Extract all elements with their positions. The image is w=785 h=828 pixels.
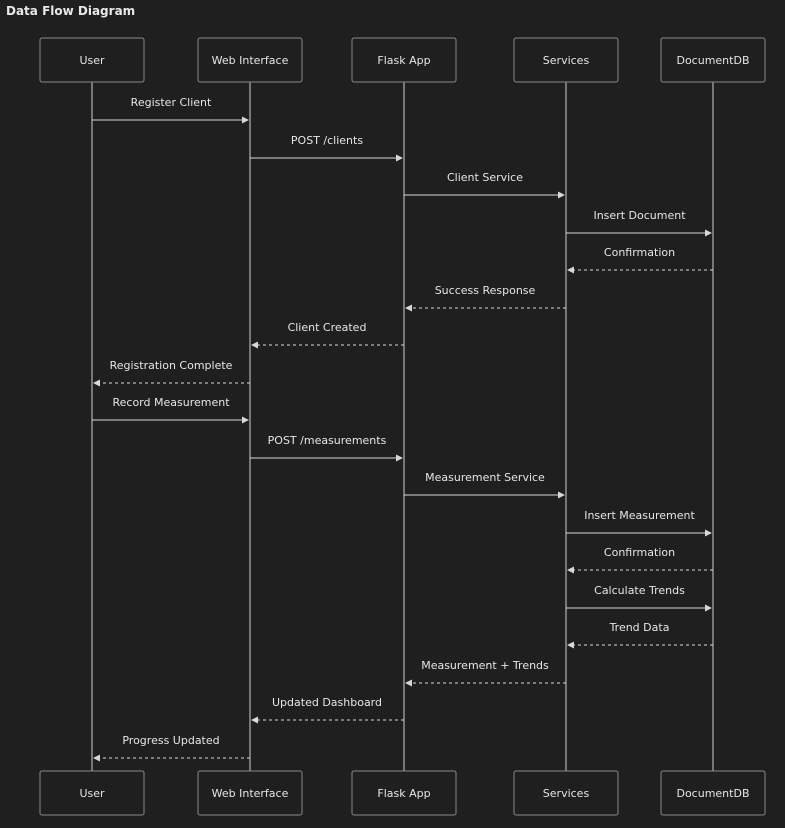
- participant-label: Services: [542, 54, 590, 67]
- message-14: [566, 584, 712, 612]
- arrowhead-icon: [705, 530, 712, 537]
- message-17: [251, 696, 404, 724]
- participant-label: Web Interface: [211, 54, 289, 67]
- participants-bottom: [40, 771, 765, 815]
- messages: [92, 96, 713, 762]
- lifelines: [92, 82, 713, 771]
- message-7: [251, 321, 404, 349]
- message-16: [405, 659, 566, 687]
- message-5: [567, 246, 713, 274]
- message-9: [92, 396, 249, 424]
- arrowhead-icon: [705, 230, 712, 237]
- participant-label: DocumentDB: [676, 787, 750, 800]
- participant-web-bottom: [198, 771, 302, 815]
- message-label: Confirmation: [603, 546, 676, 559]
- message-13: [567, 546, 713, 574]
- arrowhead-icon: [405, 305, 412, 312]
- diagram-title: Data Flow Diagram: [6, 4, 136, 18]
- message-18: [93, 734, 250, 762]
- message-label: POST /clients: [290, 134, 364, 147]
- message-6: [405, 284, 566, 312]
- message-label: Client Service: [447, 171, 523, 184]
- message-label: Register Client: [130, 96, 212, 109]
- message-label: Registration Complete: [109, 359, 233, 372]
- participant-docdb-bottom: [661, 771, 765, 815]
- message-8: [93, 359, 250, 387]
- participant-flask-bottom: [352, 771, 456, 815]
- message-label: Insert Document: [593, 209, 686, 222]
- arrowhead-icon: [93, 755, 100, 762]
- participant-label: Services: [542, 787, 590, 800]
- arrowhead-icon: [93, 380, 100, 387]
- message-label: Calculate Trends: [594, 584, 685, 597]
- message-label: Success Response: [434, 284, 536, 297]
- arrowhead-icon: [251, 717, 258, 724]
- participant-services-bottom: [514, 771, 618, 815]
- arrowhead-icon: [558, 492, 565, 499]
- arrowhead-icon: [558, 192, 565, 199]
- arrowhead-icon: [396, 455, 403, 462]
- arrowhead-icon: [251, 342, 258, 349]
- message-12: [566, 509, 712, 537]
- arrowhead-icon: [405, 680, 412, 687]
- message-3: [404, 171, 565, 199]
- arrowhead-icon: [705, 605, 712, 612]
- participant-label: Flask App: [377, 787, 431, 800]
- message-label: Measurement Service: [425, 471, 545, 484]
- participant-services-top: [514, 38, 618, 82]
- participant-user-bottom: [40, 771, 144, 815]
- participant-label: DocumentDB: [676, 54, 750, 67]
- message-label: Progress Updated: [122, 734, 220, 747]
- participant-label: User: [79, 54, 105, 67]
- message-label: Confirmation: [603, 246, 676, 259]
- participant-label: Flask App: [377, 54, 431, 67]
- arrowhead-icon: [242, 117, 249, 124]
- message-label: POST /measurements: [267, 434, 387, 447]
- participant-user-top: [40, 38, 144, 82]
- arrowhead-icon: [567, 642, 574, 649]
- message-1: [92, 96, 249, 124]
- message-label: Client Created: [287, 321, 367, 334]
- message-4: [566, 209, 712, 237]
- message-2: [250, 134, 403, 162]
- participant-docdb-top: [661, 38, 765, 82]
- message-label: Updated Dashboard: [272, 696, 382, 709]
- arrowhead-icon: [242, 417, 249, 424]
- arrowhead-icon: [567, 567, 574, 574]
- participant-flask-top: [352, 38, 456, 82]
- message-11: [404, 471, 565, 499]
- participant-label: Web Interface: [211, 787, 289, 800]
- participant-label: User: [79, 787, 105, 800]
- participant-web-top: [198, 38, 302, 82]
- message-10: [250, 434, 403, 462]
- arrowhead-icon: [567, 267, 574, 274]
- message-label: Record Measurement: [112, 396, 230, 409]
- message-label: Trend Data: [609, 621, 670, 634]
- message-label: Insert Measurement: [584, 509, 695, 522]
- arrowhead-icon: [396, 155, 403, 162]
- participants-top: [40, 38, 765, 82]
- message-15: [567, 621, 713, 649]
- message-label: Measurement + Trends: [421, 659, 549, 672]
